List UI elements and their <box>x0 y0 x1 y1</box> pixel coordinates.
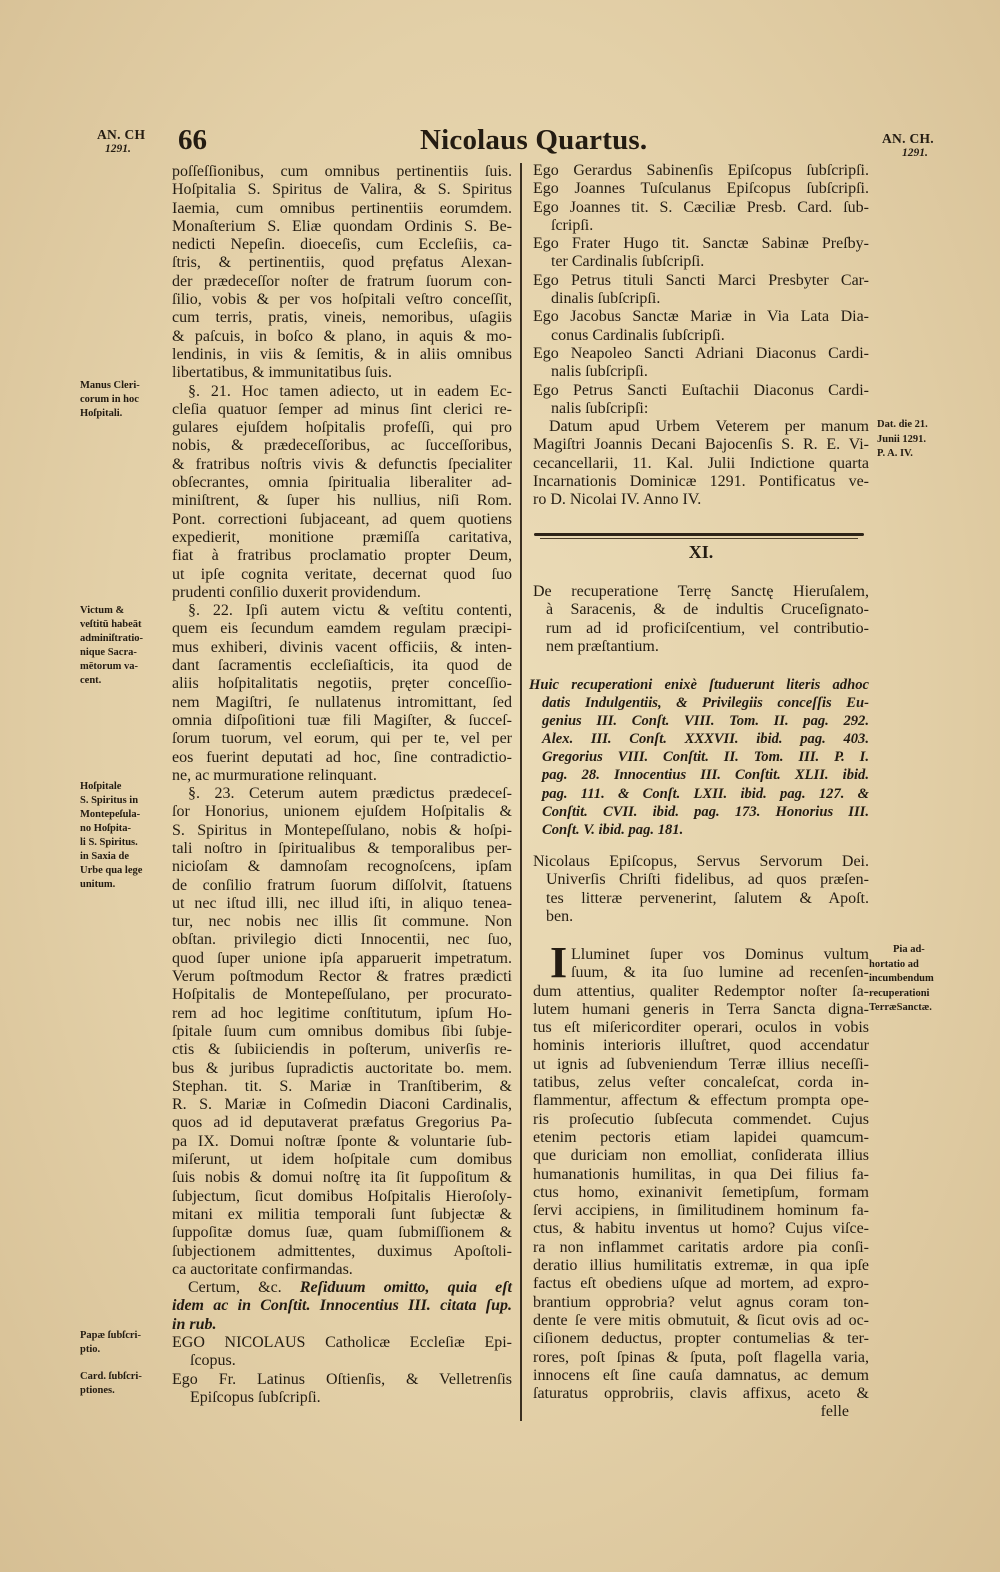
margin-note-line: li S. Spiritus. <box>80 837 138 848</box>
left-text-line: ne, ac murmuratione relinquant. <box>172 766 377 784</box>
margin-note-line: adminiſtratio- <box>80 633 143 644</box>
address-line: ben. <box>546 907 574 925</box>
left-text-line: R. S. Mariæ in Coſmedin Diaconi Cardinalis, <box>172 1096 512 1114</box>
left-text-line: rem ad hoc legitime conſtitutum, ipſum Ho- <box>172 1004 512 1022</box>
body-text-lines <box>533 946 869 1403</box>
left-text-line: ſtris, & pertinentiis, quod pręfatus Alexan- <box>172 254 512 272</box>
left-text-line: ut nec iſtud illi, nec illud iſti, in aliquo tenea- <box>172 894 512 912</box>
left-text-line: §. 21. Hoc tamen adiecto, ut in eadem Ec- <box>188 382 512 400</box>
year-label: AN. CH. <box>882 131 934 146</box>
left-text-line: ut ipſe cognita veritate, decernat quod ſuo <box>172 565 512 583</box>
left-text-line: der prædeceſſor noſter de fratrum ſuorum con- <box>172 272 512 290</box>
left-text-line: miſerunt, ut idem hoſpitale cum domibus <box>172 1151 512 1169</box>
left-text-line: ctis & ſubiiciendis in poſterum, univerſis re- <box>172 1041 512 1059</box>
body-text-line: tatibus, zelus veſter concaleſcat, corda in- <box>533 1074 869 1092</box>
left-text-line: quem eis ſecundum eamdem regulam præcipi- <box>172 620 512 638</box>
body-text-line: flammentur, affectum & effectum prompta ope- <box>533 1092 869 1110</box>
editorial-note-line: in rub. <box>172 1315 217 1333</box>
body-text-line: etenim pectoris etiam lapidei quamcum- <box>533 1128 869 1146</box>
subscription-line: nalis ſubſcripſi: <box>551 399 649 417</box>
body-text-line: ctus, & habitu inventus ut homo? Cujus viſce- <box>533 1220 869 1238</box>
left-text-line: libertatibus, & immunitatibus ſuis. <box>172 364 392 382</box>
left-text-line: ſubjectum, ſicut domibus Hoſpitalis Hieroſoly- <box>172 1187 512 1205</box>
body-text-line: deratio illius humilitatis extremæ, in qua ipſe <box>533 1257 869 1275</box>
body-text-line: rores, poſt ſpinas & ſputa, poſt flagella varia, <box>533 1348 869 1366</box>
reference-note-line: Gregorius VIII. Conſtit. II. Tom. III. P. I. <box>542 749 869 766</box>
margin-note-line: ptio. <box>80 1344 101 1355</box>
residuum-note: Reſiduum omitto, quia eſt <box>299 1279 512 1297</box>
right-year-marker <box>882 131 934 159</box>
left-text-line: Stephan. tit. S. Mariæ in Tranſtiberim, & <box>172 1077 512 1095</box>
left-text-line: nicioſam & damnoſam recognoſcens, ipſam <box>172 858 512 876</box>
subscription-line: Incarnationis Dominicæ 1291. Pontificatus ve- <box>533 473 869 491</box>
left-text-line: fiat à fratribus proclamatio propter Deum, <box>172 547 512 565</box>
margin-note-line: Papæ ſubſcri- <box>80 1330 141 1341</box>
subscription-line: ſcripſi. <box>551 216 594 234</box>
title-line: nem præſtantium. <box>546 637 659 655</box>
reference-note-line: Conſtit. CVII. ibid. pag. 173. Honorius III. <box>542 803 869 820</box>
subscription-line: ro D. Nicolai IV. Anno IV. <box>533 491 702 509</box>
subscription-line: Ego Neapoleo Sancti Adriani Diaconus Cardi- <box>533 344 869 362</box>
left-text-line: quos ad id deputaverat præfatus Gregorius Pa- <box>172 1114 512 1132</box>
catchword: felle <box>820 1403 849 1421</box>
left-main-text <box>172 163 512 1279</box>
subscription-line: Ego Petrus tituli Sancti Marci Presbyter Car- <box>533 271 869 289</box>
body-text-line: ſervi accipiens, in ſimilitudinem hominum fa- <box>533 1202 869 1220</box>
page-number: 66 <box>178 124 207 156</box>
margin-note-line: hortatio ad <box>869 958 919 970</box>
margin-note-line: Montepeſula- <box>80 809 141 820</box>
margin-note-line: nique Sacra- <box>80 647 137 658</box>
left-text-line: prudenti conſilio duxerit providendum. <box>172 583 421 601</box>
body-text-line: dum attentius, qualiter Redemptor noſter ſa- <box>533 982 869 1000</box>
left-text-line: ſor Honorius, unionem ejuſdem Hoſpitalis & <box>172 803 512 821</box>
body-text-line: innocens eſt ſine cauſa damnatus, ac demum <box>533 1366 869 1384</box>
title-line: à Saracenis, & de indultis Cruceſignato- <box>546 601 869 619</box>
left-text-line: pa IX. Domui noſtræ ſponte & voluntarie ſub- <box>172 1132 512 1150</box>
constitution-number: XI. <box>688 542 714 562</box>
cardinal-signature: Ego Fr. Latinus Oſtienſis, & Velletrenſis <box>172 1370 512 1388</box>
title-line: rum ad id proficiſcentium, vel contributio- <box>546 619 869 637</box>
left-text-line: de conſilio fratrum ſuorum diſſolvit, ſtatuens <box>172 876 512 894</box>
certum-line <box>172 1279 512 1297</box>
editorial-note-line: idem ac in Conſtit. Innocentius III. citata ſup. <box>172 1297 512 1315</box>
margin-note-line: no Hoſpita- <box>80 823 132 834</box>
left-text-line: tur, nec nobis nec illis ſit commune. Non <box>172 913 512 931</box>
subscription-line: nalis ſubſcripſi. <box>551 363 648 381</box>
left-text-line: cum terris, pratis, vineis, nemoribus, uſagiis <box>172 309 512 327</box>
body-text-line: factus eſt obediens uſque ad mortem, ad expro- <box>533 1275 869 1293</box>
left-text-line: Hoſpitalis de Montepeſſulano, per procurato- <box>172 986 512 1004</box>
margin-note-line: Hoſpitali. <box>80 408 123 419</box>
margin-note-hospitale <box>80 780 142 892</box>
body-text-line: ris proſecutio ſubſecuta commendet. Cujus <box>533 1110 869 1128</box>
body-text <box>533 938 869 1422</box>
left-text-line: §. 22. Ipſi autem victu & veſtitu contenti, <box>188 602 512 620</box>
margin-note-line: TerræSanctæ. <box>869 1002 932 1013</box>
section-rule <box>540 538 858 539</box>
left-text-line: nobis, & prædeceſſoribus, ac ſucceſſoribus, <box>172 437 512 455</box>
body-text-line: brantium opprobria? velut agnus coram ton- <box>533 1293 869 1311</box>
subscription-line: Ego Frater Hugo tit. Sanctæ Sabinæ Preſby- <box>533 235 869 253</box>
column-divider <box>520 163 522 1421</box>
margin-note-line: cent. <box>80 675 102 686</box>
left-text-line: Verum poſtmodum Rector & fratres prædicti <box>172 968 512 986</box>
left-text-line: Iaemia, cum omnibus pertinentiis eorumdem. <box>172 199 512 217</box>
reference-note-line: pag. 28. Innocentius III. Conſtit. XLII. ibid. <box>542 767 869 784</box>
drop-cap: I <box>550 938 568 987</box>
margin-note-line: Manus Cleri- <box>80 380 140 391</box>
subscription-line: Datum apud Urbem Veterem per manum <box>549 418 869 436</box>
left-text-line: eos fuerint deputati ad hoc, ſine contradictio- <box>172 748 512 766</box>
left-text-line: cleſia quatuor ſemper ad minus ſint clerici re- <box>172 400 512 418</box>
left-text-column <box>172 163 512 1407</box>
margin-note-victus <box>80 604 143 688</box>
left-text-line: & fratribus noſtris vivis & defunctis ſpecialiter <box>172 455 512 473</box>
body-text-line: Lluminet ſuper vos Dominus vultum <box>571 946 869 963</box>
address-line: Nicolaus Epiſcopus, Servus Servorum Dei. <box>533 853 869 870</box>
left-text-line: tali noſtro in ſpiritualibus & temporalibus per- <box>172 839 512 857</box>
left-text-line: ſorum tuorum, vel eorum, qui per te, vel per <box>172 730 512 748</box>
body-text-line: tus eſt miſericorditer operari, oculos in vobis <box>533 1019 869 1037</box>
body-text-line: humanationis humilitas, in qua Dei filius fa- <box>533 1165 869 1183</box>
body-text-line: ciſionem deductus, propter contumelias & ter- <box>533 1330 869 1348</box>
left-text-line: omnia diſpoſitioni tuæ fili Magiſter, & ſucceſ- <box>172 711 512 729</box>
left-text-line: Monaſterium S. Eliæ quondam Ordinis S. Be- <box>172 217 512 235</box>
margin-note-line: ptiones. <box>80 1385 115 1396</box>
left-text-line: ſpitale ſuum cum omnibus domibus ſibi ſubje- <box>172 1022 512 1040</box>
margin-note-line: Victum & <box>80 605 125 616</box>
reference-note-line: pag. 111. & Conſt. LXII. ibid. pag. 127. & <box>542 785 869 802</box>
left-text-line: obſtan. privilegio dicti Innocentii, nec ſuo, <box>172 931 512 949</box>
left-text-line: Hoſpitalia S. Spiritus de Valira, & S. Spiritus <box>172 181 512 199</box>
left-text-line: nem Magiſtri, ſe nullatenus intromittant, ſed <box>172 693 512 711</box>
left-text-line: ſuis nobis & domui noſtrę ita ſit ſuppoſitum & <box>172 1169 512 1187</box>
section-rule <box>534 533 864 536</box>
margin-note-line: mētorum va- <box>80 661 139 672</box>
year-value: 1291. <box>902 147 928 159</box>
subscription-line: Ego Petrus Sancti Euſtachii Diaconus Cardi- <box>533 381 869 399</box>
subscription-line: Ego Joannes Tuſculanus Epiſcopus ſubſcripſi. <box>533 180 869 198</box>
body-text-line: dente ſe vere mitis obmutuit, & ſicut ovis ad oc- <box>533 1311 869 1329</box>
margin-note-clerics <box>80 379 140 421</box>
margin-note-line: Dat. die 21. <box>877 419 928 430</box>
body-text-line: lutem humani generis in Terra Sancta digna- <box>533 1000 869 1018</box>
margin-note-adhortatio <box>869 943 934 1016</box>
subscriptions-block <box>533 162 869 510</box>
margin-note-line: veſtitū habeāt <box>80 619 142 630</box>
left-text-line: obſecrantes, omnia ſpiritualia liberaliter ad- <box>172 474 512 492</box>
left-text-line: Pont. correctioni ſubjaceant, ad quem quotiens <box>172 510 512 528</box>
certum-text: Certum, &c. <box>188 1279 282 1297</box>
left-text-line: aliis hoſpitalitatis negotiis, pręter conceſſio- <box>172 675 512 693</box>
left-text-line: §. 23. Ceterum autem prædictus prædeceſ- <box>188 785 512 803</box>
reference-note-line: datis Indulgentiis, & Privilegiis conceſſis Eu- <box>542 695 869 712</box>
left-text-line: quod ſuper unione ipſa apparuerit impetratum. <box>172 949 512 967</box>
body-text-line: ſuum, & ita ſuo lumine ad recenſen- <box>571 964 869 982</box>
margin-note-line: S. Spiritus in <box>80 795 139 806</box>
papal-signature: EGO NICOLAUS Catholicæ Eccleſiæ Epi- <box>172 1334 512 1351</box>
margin-note-line: P. A. IV. <box>877 448 913 459</box>
left-text-line: bus & juribus ſupradictis auctoritate bo. mem. <box>172 1059 512 1077</box>
left-text-line: dant ſacramentis eccleſiaſticis, ita quod de <box>172 657 512 675</box>
margin-note-line: Pia ad- <box>893 944 925 955</box>
margin-note-line: Junii 1291. <box>877 433 927 445</box>
left-text-line: miniſtrent, & ſuper his nullius, niſi Rom. <box>172 492 512 510</box>
margin-note-line: recuperationi <box>869 987 930 999</box>
left-text-line: poſſeſſionibus, cum omnibus pertinentiis ſuis. <box>172 163 512 180</box>
papal-signature: ſcopus. <box>190 1352 236 1370</box>
subscription-line: Magiſtri Joannis Decani Bajocenſis S. R. E. Vi- <box>533 436 869 454</box>
reference-note-line: Alex. III. Conſt. XXXVII. ibid. pag. 403. <box>542 731 869 748</box>
left-text-line: ſubjectionem admittentes, duximus Apoſtoli- <box>172 1242 512 1260</box>
constitution-title <box>533 583 869 656</box>
margin-note-line: in Saxia de <box>80 851 130 862</box>
margin-note-papal-subscription <box>80 1329 141 1357</box>
address-line: tes litteræ pervenerint, ſalutem & Apoſt. <box>546 889 869 907</box>
left-text-line: ſuppoſitæ domus ſuæ, quam ſubmiſſionem & <box>172 1224 512 1242</box>
subscription-line: conus Cardinalis ſubſcripſi. <box>551 326 725 344</box>
body-text-line: ctus homo, exinanivit ſemetipſum, formam <box>533 1183 869 1201</box>
year-label: AN. CH <box>97 127 146 142</box>
year-value: 1291. <box>105 143 131 155</box>
left-text-line: lendinis, in viis & ſemitis, & in aliis omnibus <box>172 345 512 363</box>
cardinal-signature: Epiſcopus ſubſcripſi. <box>190 1388 321 1406</box>
margin-note-line: Urbe qua lege <box>80 865 143 876</box>
body-text-line: ra non inflammet caritatis ardore pia conſi- <box>533 1238 869 1256</box>
margin-note-line: unitum. <box>80 879 116 890</box>
left-text-line: mus exhiberi, divinis vacent officiis, & inten- <box>172 638 512 656</box>
reference-note-line: genius III. Conſt. VIII. Tom. II. pag. 292. <box>542 713 869 730</box>
reference-note-line: Huic recuperationi enixè ſtuduerunt literis adhoc <box>529 677 869 693</box>
subscription-line: Ego Joannes tit. S. Cæciliæ Presb. Card. ſub- <box>533 198 869 216</box>
address-block <box>533 853 869 926</box>
subscription-line: Ego Gerardus Sabinenſis Epiſcopus ſubſcripſi. <box>533 162 869 179</box>
reference-note <box>529 676 869 839</box>
margin-note-cardinal-subscriptions <box>80 1370 142 1398</box>
left-year-marker <box>97 127 145 155</box>
title-line: De recuperatione Terrę Sanctę Hieruſalem, <box>533 583 869 600</box>
left-text-line: S. Spiritus in Montepeſſulano, nobis & hoſpi- <box>172 821 512 839</box>
body-text-line: ut ignis ad ſubveniendum Terræ illius neceſſi- <box>533 1055 869 1073</box>
subscription-line: dinalis ſubſcripſi. <box>551 290 661 308</box>
margin-note-line: incumbendum <box>869 973 934 984</box>
margin-note-line: corum in hoc <box>80 394 139 405</box>
address-line: Univerſis Chriſti fidelibus, ad quos præſen- <box>546 871 869 889</box>
left-text-line: ſilio, vobis & per vos hoſpitali veſtro conceſſit, <box>172 291 512 309</box>
margin-note-line: Card. ſubſcri- <box>80 1371 142 1382</box>
body-text-line: que duriciam non emolliat, conſiderata illius <box>533 1147 869 1165</box>
left-text-line: expedierit, monitione præmiſſa caritativa, <box>172 528 512 546</box>
margin-note-datum <box>877 418 928 462</box>
subscription-line: Ego Jacobus Sanctæ Mariæ in Via Lata Dia- <box>533 308 869 326</box>
left-text-line: nedicti Nepeſin. dioeceſis, cum Eccleſiis, ca- <box>172 236 512 254</box>
body-text-line: hominis interioris illuſtret, quod accendatur <box>533 1037 869 1055</box>
left-text-line: ca auctoritate confirmandas. <box>172 1260 353 1278</box>
subscription-line: cecancellarii, 11. Kal. Julii Indictione quarta <box>533 454 869 472</box>
left-text-line: mitani ex militia temporali ſunt ſubjectæ & <box>172 1205 512 1223</box>
reference-note-line: Conſt. V. ibid. pag. 181. <box>542 821 684 838</box>
body-text-line: ſaturatus opprobriis, clavis affixus, aceto & <box>533 1385 869 1403</box>
left-text-line: & paſcuis, in boſco & plano, in aquis & mo- <box>172 327 512 345</box>
subscription-line: ter Cardinalis ſubſcripſi. <box>551 253 705 271</box>
running-head: Nicolaus Quartus. <box>420 124 648 156</box>
margin-note-line: Hoſpitale <box>80 781 122 792</box>
left-text-line: gulares ejuſdem hoſpitalis profeſſi, qui pro <box>172 419 512 437</box>
